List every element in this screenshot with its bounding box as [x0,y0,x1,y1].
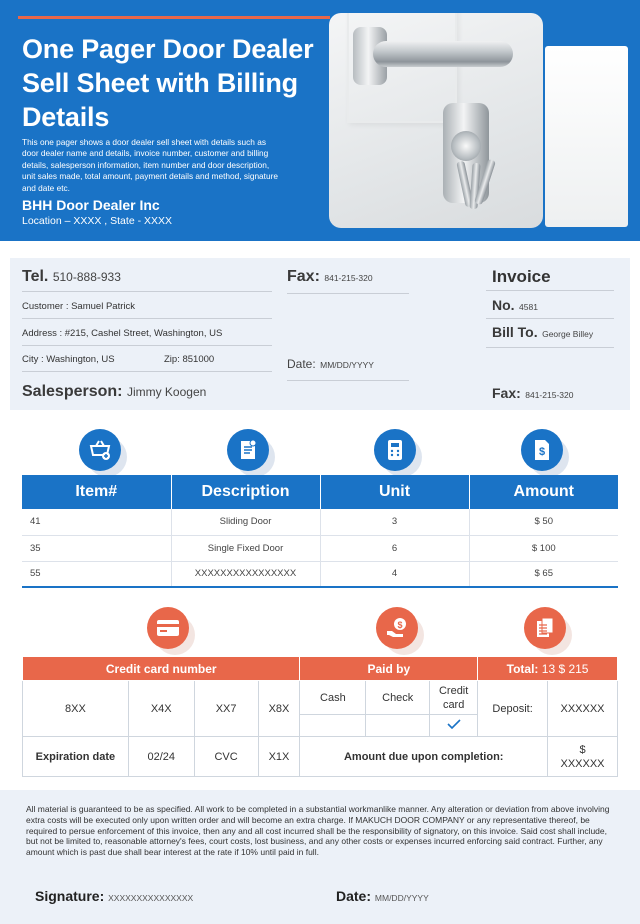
paid-credit-card-label: Credit card [430,681,478,715]
cvc-label: CVC [194,737,258,777]
table-row [22,561,618,587]
tel-value: 510-888-933 [52,270,121,284]
fax2-value: 841-215-320 [525,390,574,400]
paid-credit-card-checkbox[interactable] [430,715,478,737]
description-cell: XXXXXXXXXXXXXXXX [171,561,320,587]
accent-line [18,16,330,19]
salesperson-value: Jimmy Koogen [126,385,207,399]
amount-cell: $ 65 [469,561,618,587]
bill-to-label: Bill To. [492,324,538,340]
billing-header-row [23,657,618,681]
city-field: City : Washington, US [22,354,115,365]
items-header-row [22,475,618,509]
unit-cell: 3 [320,509,469,535]
expiration-value: 02/24 [128,737,194,777]
paid-check-label: Check [366,681,430,715]
zip-field: Zip: 851000 [164,354,215,365]
table-row [23,681,618,715]
col-unit: Unit [320,475,469,509]
deposit-value: XXXXXX [548,681,618,737]
invoice-no-label: No. [492,297,515,313]
signature-label: Signature: [35,888,105,904]
amount-cell: $ 50 [469,509,618,535]
card-part-2: X4X [128,681,194,737]
door-handle [373,41,513,67]
unit-cell: 4 [320,561,469,587]
unit-cell: 6 [320,535,469,561]
description-cell: Single Fixed Door [171,535,320,561]
basket-add-icon [79,429,121,471]
terms-text: All material is guaranteed to be as specified. All work to be completed in a substantial workmanlike manner. Any alteration or deviation from above involving extra costs will be executed only upon written order and will become an extra charge. If MAKUCH DOOR COMPANY or any representative thereof, be required to persue enforcement of this invoice, then any and all cost incurred shall be the responsibility of signatory, on this invoice. Said cost shall include, but not be limited to, reasonable attorney's fees, court costs, lost business, and any other costs or expenses incurred enforcing said contract. Further, any amount which is past due shall bear interest at the rate if 10% until paid in full. [26,804,610,858]
checkmark-icon [447,719,461,729]
svg-text:$: $ [397,620,403,630]
document-icon [227,429,269,471]
table-row [22,535,618,561]
fax2-label: Fax: [492,385,521,401]
salesperson-label: Salesperson: [22,383,123,400]
fax-line [287,268,373,286]
header-banner [0,0,640,241]
page-title: One Pager Door Dealer Sell Sheet with Billing Details [22,34,314,132]
tel-label: Tel. [22,268,49,285]
signature-line [35,888,193,904]
col-amount: Amount [469,475,618,509]
credit-card-header: Credit card number [23,657,300,681]
footer-date-line [336,888,429,904]
col-item: Item# [22,475,171,509]
expiration-label: Expiration date [23,737,129,777]
paid-cash-checkbox[interactable] [300,715,366,737]
date-value: MM/DD/YYYY [320,360,374,370]
fax2-line [492,385,573,403]
tel-line [22,268,121,286]
dollar-document-icon [521,429,563,471]
lock-cylinder [451,131,481,161]
item-cell: 41 [22,509,171,535]
footer-date-label: Date: [336,888,372,904]
address-field: Address : #215, Cashel Street, Washington, US [22,328,223,339]
billing-section [22,656,618,780]
receipt-icon [524,607,566,649]
cvc-value: X1X [258,737,300,777]
table-row [23,737,618,777]
bill-to-line [492,324,593,342]
amount-due-cell [548,737,618,777]
card-part-3: XX7 [194,681,258,737]
paid-cash-label: Cash [300,681,366,715]
item-cell: 55 [22,561,171,587]
divider [22,318,272,319]
dealer-name: BHH Door Dealer Inc [22,197,160,213]
total-header [478,657,618,681]
bill-to-value: George Billey [542,329,594,339]
table-row [22,509,618,535]
divider [486,318,614,319]
paid-by-header: Paid by [300,657,478,681]
billing-table [22,656,618,777]
card-part-4: X8X [258,681,300,737]
fax-value: 841-215-320 [324,273,373,283]
items-table [22,475,618,588]
amount-cell: $ 100 [469,535,618,561]
invoice-heading: Invoice [492,267,551,286]
intro-text: This one pager shows a door dealer sell sheet with details such as door dealer name and details, invoice number, customer and billing details, salesperson information, item number and door description, unit sales made, total amount, payment details and method, signature and date etc. [22,137,278,193]
amount-due-label: Amount due upon completion: [300,737,548,777]
hand-coin-icon [376,607,418,649]
divider [287,293,409,294]
invoice-number-line [492,297,538,315]
invoice-no-value: 4581 [519,302,538,312]
photo-backdrop [545,46,628,227]
door-handle-photo [329,13,543,228]
salesperson-line [22,383,206,401]
card-part-1: 8XX [23,681,129,737]
paid-check-checkbox[interactable] [366,715,430,737]
signature-value: XXXXXXXXXXXXXXX [108,893,194,903]
date-line [287,355,374,373]
divider [22,345,272,346]
footer-panel [0,790,640,924]
invoice-info-panel [10,258,630,410]
divider [486,347,614,348]
footer-date-value: MM/DD/YYYY [374,893,429,903]
amount-due-value: XXXXXX [560,757,605,770]
dealer-location: Location – XXXX , State - XXXX [22,215,172,227]
divider [287,380,409,381]
item-cell: 35 [22,535,171,561]
divider [486,290,614,291]
divider [22,291,272,292]
svg-text:$: $ [538,446,546,458]
customer-field: Customer : Samuel Patrick [22,301,135,312]
credit-card-icon [147,607,189,649]
col-description: Description [171,475,320,509]
deposit-label: Deposit: [478,681,548,737]
description-cell: Sliding Door [171,509,320,535]
divider [22,371,272,372]
fax-label: Fax: [287,268,320,285]
total-value: 13 $ 215 [541,661,589,676]
calculator-icon [374,429,416,471]
date-label: Date: [287,357,316,371]
total-label: Total: [506,661,539,676]
amount-due-currency: $ [579,743,586,756]
